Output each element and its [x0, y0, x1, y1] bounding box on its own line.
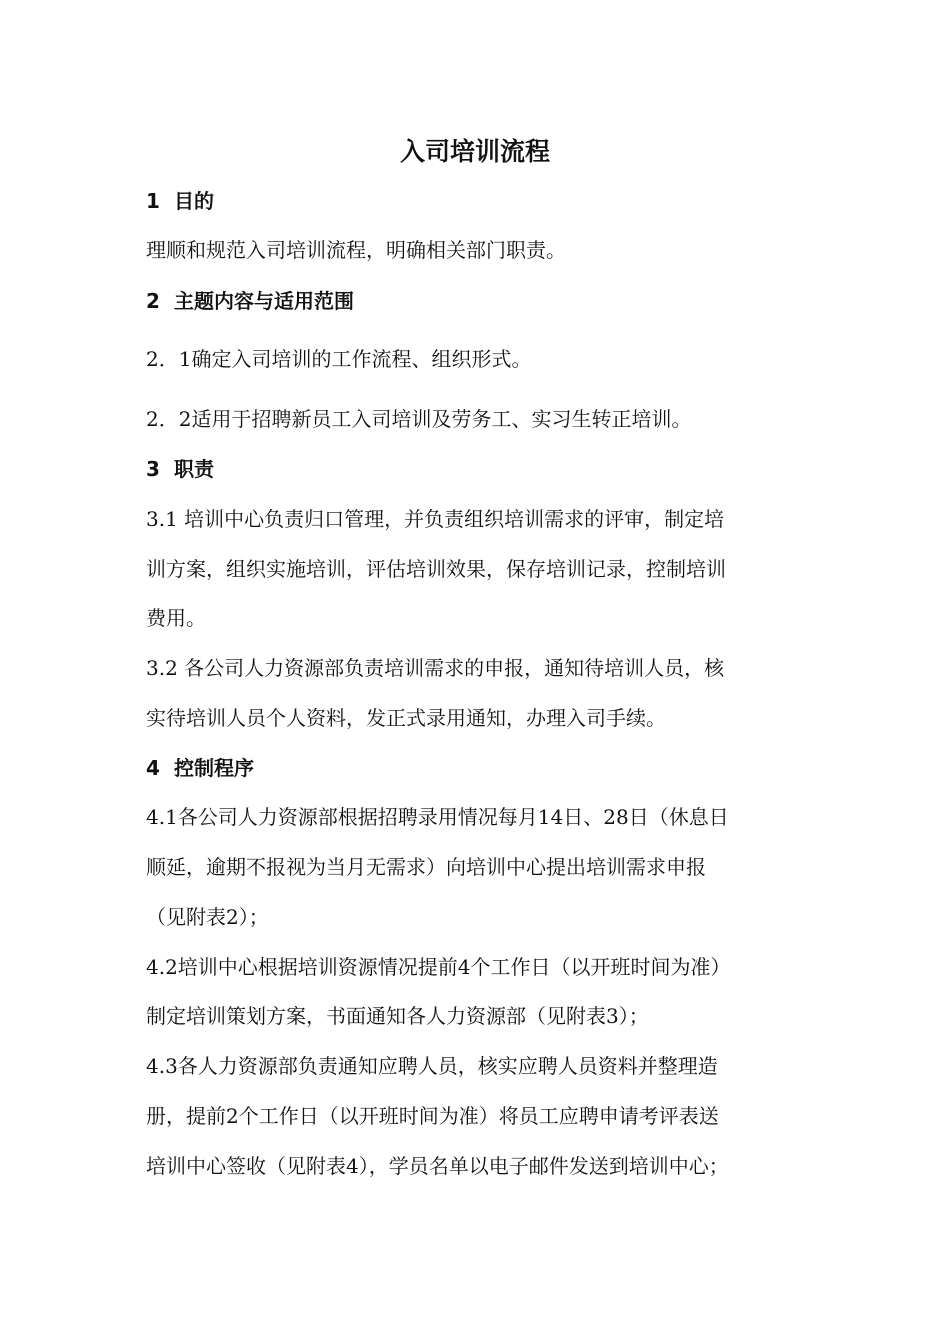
- document-title: 入司培训流程: [399, 137, 550, 166]
- section-1-line-1: 理顺和规范入司培训流程，明确相关部门职责。: [146, 238, 566, 262]
- section-4-line-4: 4.2培训中心根据培训资源情况提前4个工作日（以开班时间为准）: [146, 955, 731, 979]
- section-3-title: 职责: [174, 457, 214, 481]
- section-4-line-6: 4.3各人力资源部负责通知应聘人员，核实应聘人员资料并整理造: [146, 1054, 718, 1078]
- section-2-line-2: 2．2适用于招聘新员工入司培训及劳务工、实习生转正培训。: [146, 407, 692, 431]
- section-1-title: 目的: [174, 189, 214, 213]
- section-4-line-2: 顺延，逾期不报视为当月无需求）向培训中心提出培训需求申报: [146, 855, 706, 879]
- section-3-line-2: 训方案，组织实施培训，评估培训效果，保存培训记录，控制培训: [146, 557, 726, 581]
- section-3-line-3: 费用。: [146, 606, 206, 630]
- section-4-line-3: （见附表2）；: [146, 905, 269, 929]
- section-3-number: 3: [146, 457, 160, 481]
- section-2-title: 主题内容与适用范围: [174, 289, 354, 313]
- section-4-title: 控制程序: [174, 756, 254, 780]
- section-4-line-7: 册，提前2个工作日（以开班时间为准）将员工应聘申请考评表送: [146, 1104, 719, 1128]
- section-1-heading: [146, 186, 214, 216]
- section-4-number: 4: [146, 756, 160, 780]
- section-4-line-1: 4.1各公司人力资源部根据招聘录用情况每月14日、28日（休息日: [146, 805, 729, 829]
- section-3-line-4: 3.2 各公司人力资源部负责培训需求的申报，通知待培训人员，核: [146, 656, 725, 680]
- section-4-line-8: 培训中心签收（见附表4），学员名单以电子邮件发送到培训中心；: [146, 1154, 729, 1178]
- section-2-heading: [146, 286, 354, 316]
- section-3-line-1: 3.1 培训中心负责归口管理，并负责组织培训需求的评审，制定培: [146, 507, 725, 531]
- section-4-heading: [146, 753, 254, 783]
- section-1-number: 1: [146, 189, 160, 213]
- section-3-heading: [146, 454, 214, 484]
- section-2-line-1: 2．1确定入司培训的工作流程、组织形式。: [146, 347, 532, 371]
- section-3-line-5: 实待培训人员个人资料，发正式录用通知，办理入司手续。: [146, 706, 666, 730]
- section-2-number: 2: [146, 289, 160, 313]
- section-4-line-5: 制定培训策划方案，书面通知各人力资源部（见附表3）；: [146, 1004, 649, 1028]
